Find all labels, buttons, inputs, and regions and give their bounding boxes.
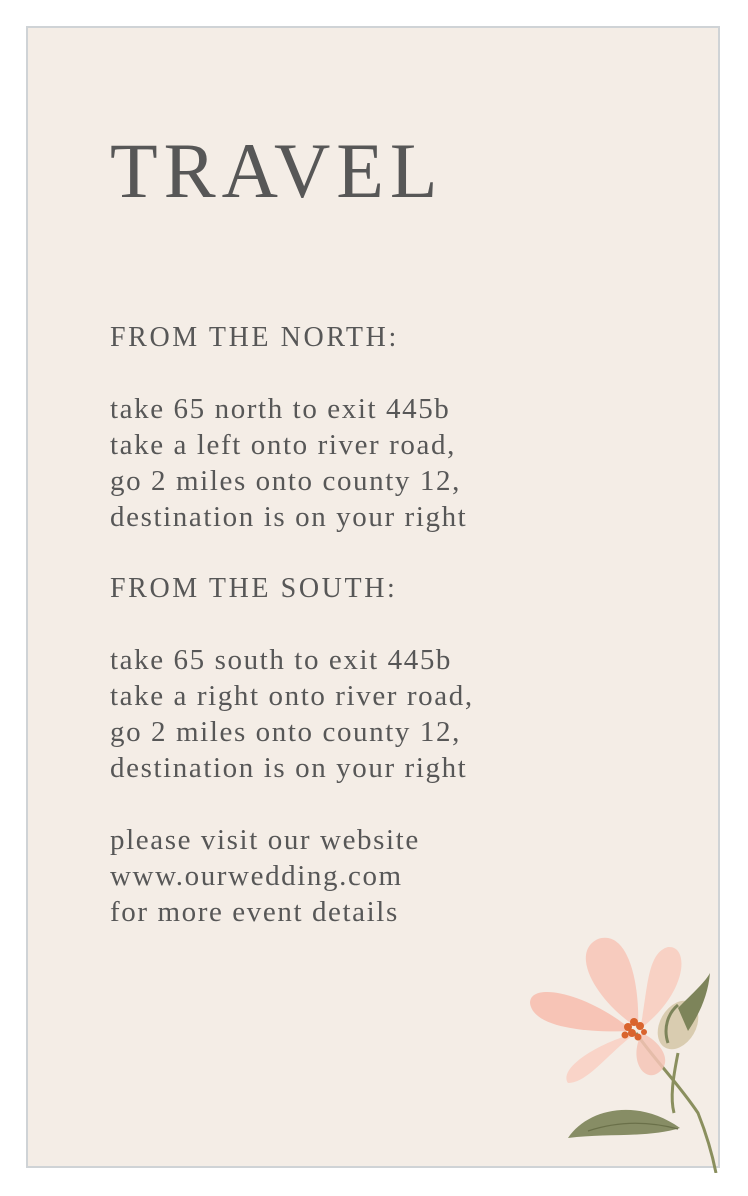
footer-line: for more event details bbox=[110, 896, 399, 928]
website-url: www.ourwedding.com bbox=[110, 860, 403, 892]
direction-line: destination is on your right bbox=[110, 501, 468, 533]
north-directions bbox=[110, 391, 467, 535]
south-directions bbox=[110, 642, 474, 786]
flower-illustration bbox=[528, 933, 722, 1173]
direction-line: go 2 miles onto county 12, bbox=[110, 465, 461, 497]
direction-line: take a right onto river road, bbox=[110, 680, 474, 712]
card-title: TRAVEL bbox=[110, 127, 444, 214]
section-heading-north: FROM THE NORTH: bbox=[110, 322, 399, 353]
direction-line: take 65 north to exit 445b bbox=[110, 393, 451, 425]
travel-card bbox=[26, 26, 720, 1168]
section-heading-south: FROM THE SOUTH: bbox=[110, 573, 398, 604]
direction-line: take 65 south to exit 445b bbox=[110, 644, 453, 676]
direction-line: take a left onto river road, bbox=[110, 429, 456, 461]
website-note bbox=[110, 822, 420, 930]
direction-line: destination is on your right bbox=[110, 752, 468, 784]
direction-line: go 2 miles onto county 12, bbox=[110, 716, 461, 748]
footer-line: please visit our website bbox=[110, 824, 420, 856]
